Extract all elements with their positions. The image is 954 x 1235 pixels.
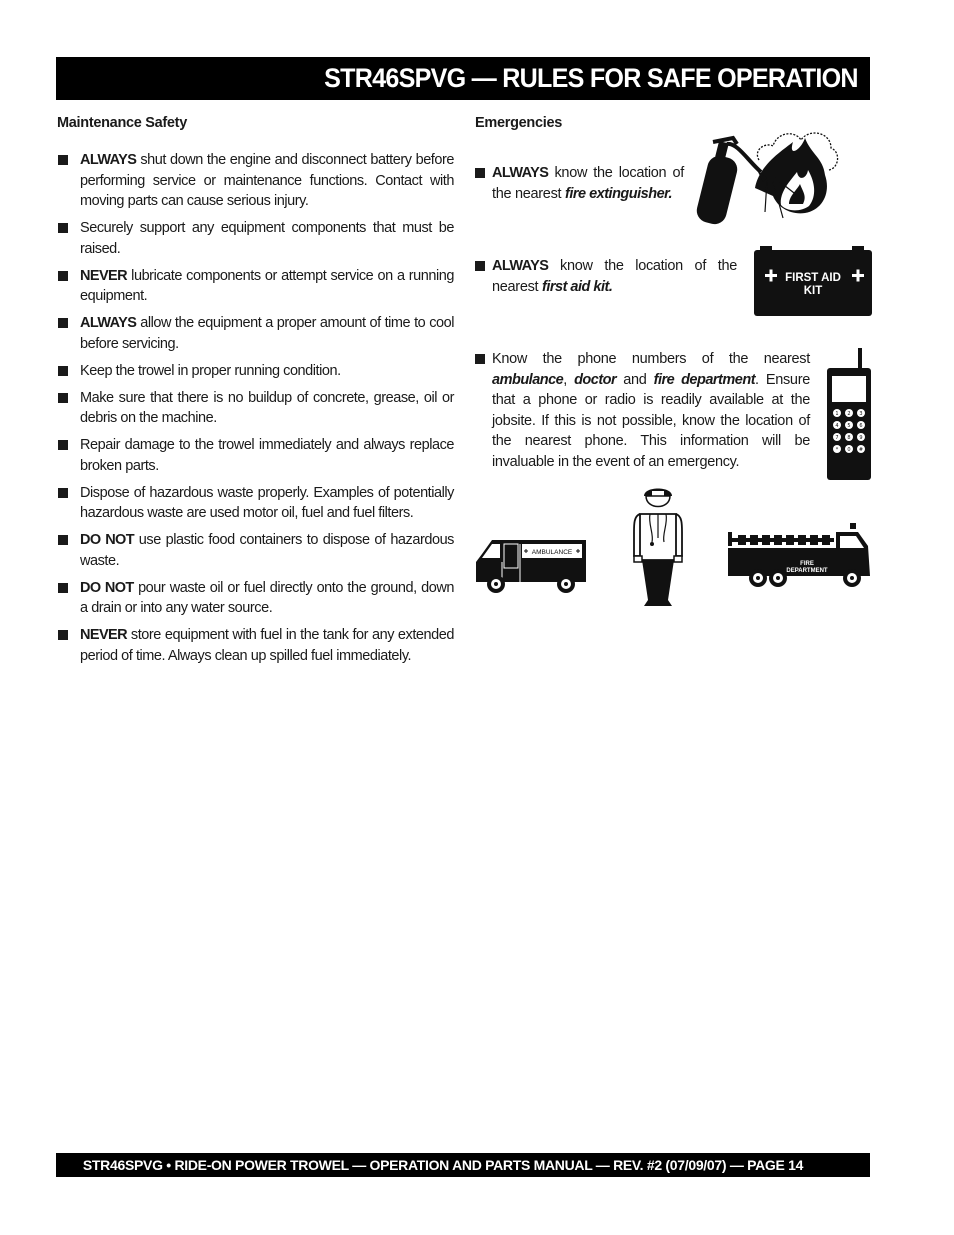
item-text: Keep the trowel in proper running condition. xyxy=(80,362,341,379)
keyword: ALWAYS xyxy=(492,258,549,274)
keypad-key: 0 xyxy=(847,447,851,453)
item-text: know the location of the nearest xyxy=(492,258,737,295)
list-item xyxy=(57,530,454,571)
phone-item xyxy=(475,349,810,472)
maintenance-heading: Maintenance Safety xyxy=(57,115,187,131)
keypad-key: 3 xyxy=(859,411,863,417)
keyword: ALWAYS xyxy=(80,152,137,168)
keypad-key: 4 xyxy=(835,423,839,429)
first-aid-item xyxy=(475,256,737,297)
emergencies-heading: Emergencies xyxy=(475,115,562,131)
list-item xyxy=(57,435,454,476)
first-aid-kit-label: KIT xyxy=(803,285,823,297)
footer-text: STR46SPVG • RIDE-ON POWER TROWEL — OPERATION AND PARTS MANUAL — REV. #2 (07/09/07) — PAGE 14 xyxy=(82,1157,804,1173)
list-item xyxy=(57,150,454,212)
item-text: use plastic food containers to dispose of hazardous waste. xyxy=(80,532,454,569)
item-text: Know the phone numbers of the nearest xyxy=(492,351,810,367)
keyword: NEVER xyxy=(80,627,127,643)
doctor-icon xyxy=(630,484,686,610)
bullet-square-icon xyxy=(58,440,68,450)
first-aid-kit-icon xyxy=(754,246,872,318)
emphasis: ambulance xyxy=(492,371,564,388)
item-text: Securely support any equipment components that must be raised. xyxy=(80,220,454,257)
keypad-key: 6 xyxy=(859,423,863,429)
emphasis: fire extinguisher. xyxy=(564,185,673,202)
item-text: Dispose of hazardous waste properly. Examples of potentially hazardous waste are used motor oil, fuel and fuel filters. xyxy=(80,484,454,521)
list-item xyxy=(57,625,454,666)
fire-truck-label: DEPARTMENT xyxy=(786,568,828,574)
page-header-bar xyxy=(56,57,870,100)
bullet-square-icon xyxy=(58,155,68,165)
page-title: STR46SPVG — RULES FOR SAFE OPERATION xyxy=(324,63,858,93)
item-text: lubricate components or attempt service on a running equipment. xyxy=(80,267,454,304)
keypad-key: 2 xyxy=(847,411,851,417)
keypad-key: * xyxy=(835,447,839,453)
emphasis: doctor xyxy=(574,371,617,388)
item-text: . Ensure that a phone or radio is readily available at the jobsite. If this is not possible, know the location of the nearest phone. This information will be invaluable in the event of an emergency. xyxy=(492,371,810,470)
item-text: pour waste oil or fuel directly onto the ground, down a drain or into any water source. xyxy=(80,579,454,616)
emphasis: first aid kit. xyxy=(542,278,613,295)
item-text: Make sure that there is no buildup of concrete, grease, oil or debris on the machine. xyxy=(80,389,454,426)
keyword: ALWAYS xyxy=(492,165,549,181)
item-text: know the location of the nearest xyxy=(492,165,684,202)
bullet-square-icon xyxy=(58,223,68,233)
list-item xyxy=(57,483,454,524)
bullet-square-icon xyxy=(475,261,485,271)
bullet-square-icon xyxy=(58,535,68,545)
list-item xyxy=(57,313,454,354)
item-text: Repair damage to the trowel immediately and always replace broken parts. xyxy=(80,437,454,474)
keyword: DO NOT xyxy=(80,579,134,596)
bullet-square-icon xyxy=(58,318,68,328)
keypad-key: # xyxy=(858,447,864,453)
bullet-square-icon xyxy=(58,630,68,640)
fire-extinguisher-icon xyxy=(693,120,843,230)
emphasis: fire department xyxy=(653,371,756,388)
list-item xyxy=(57,218,454,259)
bullet-square-icon xyxy=(58,366,68,376)
keypad-key: 8 xyxy=(847,435,851,441)
maintenance-list xyxy=(57,150,454,666)
list-item xyxy=(57,388,454,429)
keypad-key: 9 xyxy=(859,435,863,441)
keypad-key: 1 xyxy=(835,411,839,417)
keypad-key: 5 xyxy=(847,423,851,429)
bullet-square-icon xyxy=(475,354,485,364)
first-aid-kit-label: FIRST AID xyxy=(785,272,841,284)
keypad-key: 7 xyxy=(835,435,839,441)
bullet-square-icon xyxy=(58,488,68,498)
cell-phone-icon xyxy=(826,346,872,482)
fire-truck-label: FIRE xyxy=(800,561,814,567)
keyword: ALWAYS xyxy=(80,315,137,331)
item-text: store equipment with fuel in the tank for any extended period of time. Always clean up spilled fuel immediately. xyxy=(80,627,454,664)
bullet-square-icon xyxy=(475,168,485,178)
page-footer-bar xyxy=(56,1153,870,1177)
list-item xyxy=(57,266,454,307)
item-text: allow the equipment a proper amount of time to cool before servicing. xyxy=(80,315,454,352)
list-item xyxy=(57,578,454,619)
item-text: shut down the engine and disconnect battery before performing service or maintenance functions. Contact with moving parts can cause serious injury. xyxy=(80,152,454,209)
fire-truck-icon xyxy=(726,522,872,588)
ambulance-label: AMBULANCE xyxy=(531,549,573,556)
bullet-square-icon xyxy=(58,393,68,403)
keyword: DO NOT xyxy=(80,532,134,548)
keyword: NEVER xyxy=(80,267,127,284)
item-text: and xyxy=(616,371,654,388)
list-item xyxy=(57,361,454,382)
extinguisher-item xyxy=(475,163,684,204)
item-text: , xyxy=(563,371,575,388)
maintenance-safety-section xyxy=(57,115,454,673)
ambulance-icon xyxy=(474,532,588,596)
bullet-square-icon xyxy=(58,583,68,593)
bullet-square-icon xyxy=(58,271,68,281)
